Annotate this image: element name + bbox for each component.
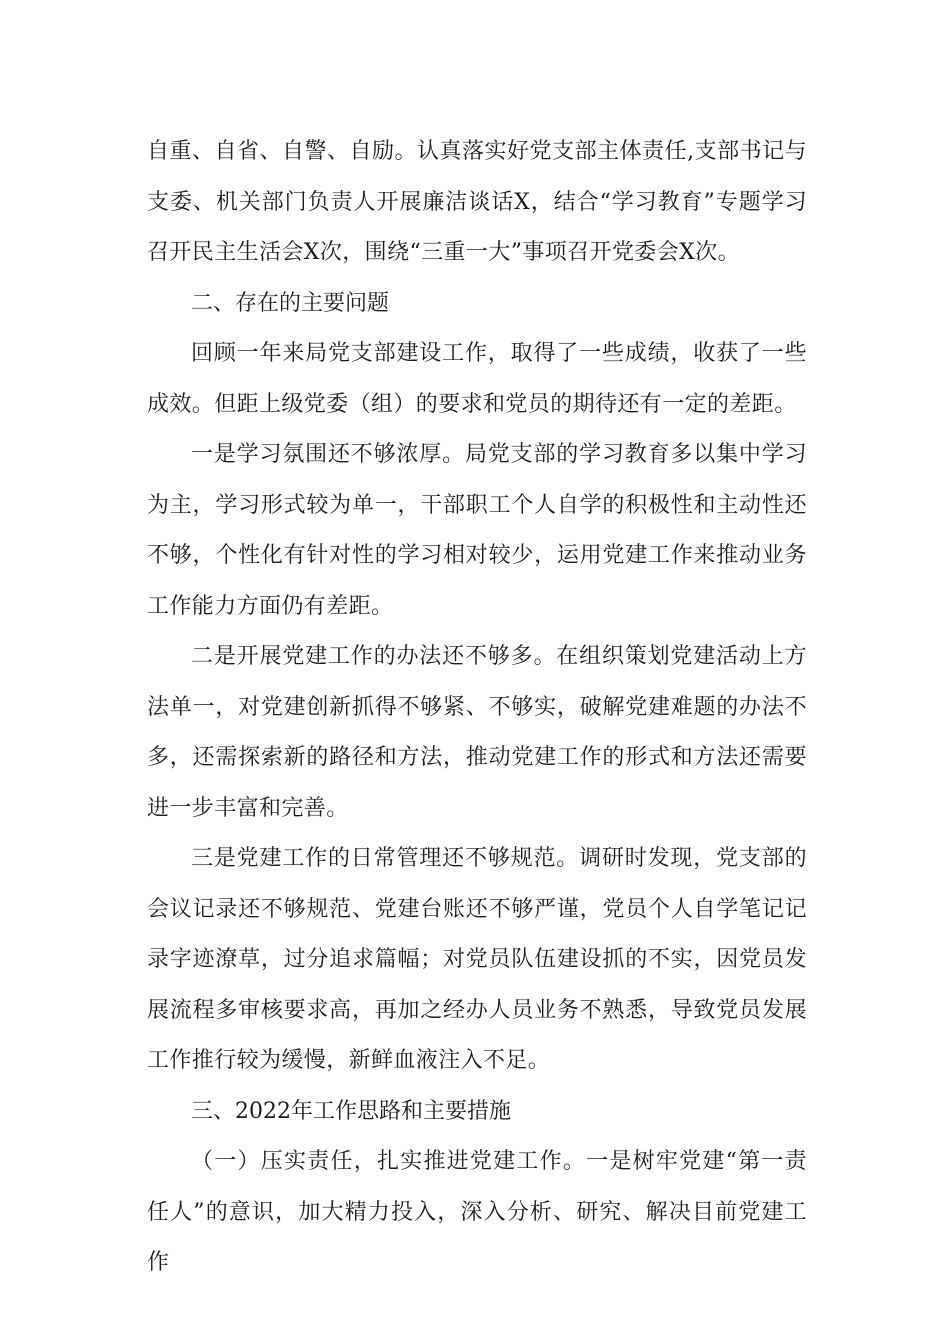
document-body [147,127,807,1289]
paragraph-problem-two: 二是开展党建工作的办法还不够多。在组织策划党建活动上方法单一，对党建创新抓得不够紧、不够实，破解党建难题的办法不多，还需探索新的路径和方法，推动党建工作的形式和方法还需要进一步丰富和完善。 [147,644,807,821]
paragraph-measure-one: （一）压实责任，扎实推进党建工作。一是树牢党建“第一责任人”的意识，加大精力投入，深入分析、研究、解决目前党建工作 [147,1149,807,1275]
paragraph-review: 回顾一年来局党支部建设工作，取得了一些成绩，收获了一些成效。但距上级党委（组）的要求和党员的期待还有一定的差距。 [147,341,807,417]
section-heading-2022-plan: 三、2022年工作思路和主要措施 [191,1098,511,1124]
paragraph-problem-three: 三是党建工作的日常管理还不够规范。调研时发现，党支部的会议记录还不够规范、党建台账还不够严谨，党员个人自学笔记记录字迹潦草，过分追求篇幅；对党员队伍建设抓的不实，因党员发展流程多审核要求高，再加之经办人员业务不熟悉，导致党员发展工作推行较为缓慢，新鲜血液注入不足。 [147,846,807,1073]
paragraph-continued: 自重、自省、自警、自励。认真落实好党支部主体责任,支部书记与支委、机关部门负责人开展廉洁谈话X，结合“学习教育”专题学习召开民主生活会X次，围绕“三重一大”事项召开党委会X次。 [147,139,807,265]
paragraph-problem-one: 一是学习氛围还不够浓厚。局党支部的学习教育多以集中学习为主，学习形式较为单一，干部职工个人自学的积极性和主动性还不够，个性化有针对性的学习相对较少，运用党建工作来推动业务工作能力方面仍有差距。 [147,442,807,619]
section-heading-problems: 二、存在的主要问题 [191,290,390,316]
